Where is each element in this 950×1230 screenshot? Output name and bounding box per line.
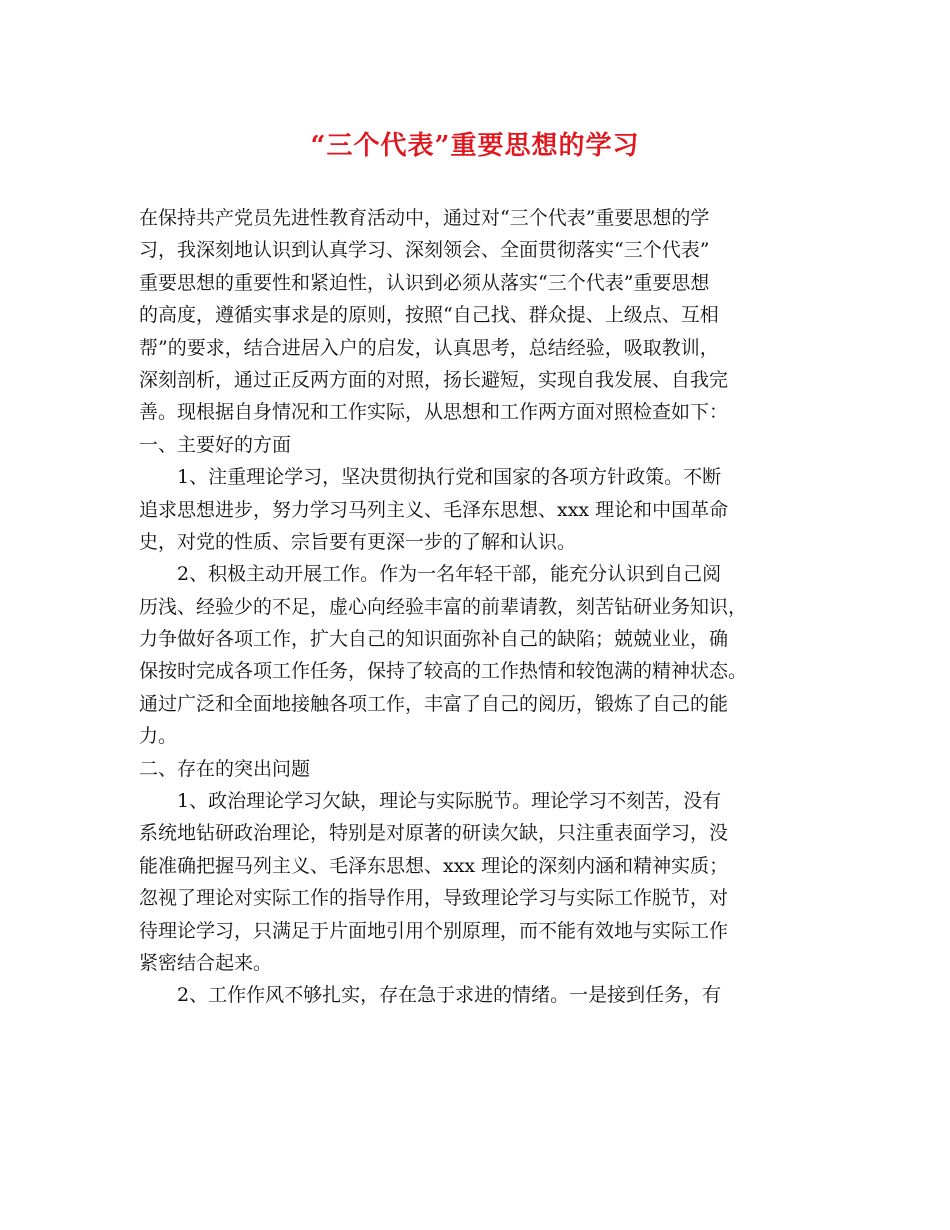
body-line: 深刻剖析，通过正反两方面的对照，扬长避短，实现自我发展、自我完 bbox=[139, 368, 729, 391]
body-line: 习，我深刻地认识到认真学习、深刻领会、全面贯彻落实“三个代表” bbox=[139, 239, 710, 262]
document-body bbox=[139, 202, 819, 1012]
body-line: 善。现根据自身情况和工作实际，从思想和工作两方面对照检查如下： bbox=[139, 401, 729, 424]
body-line: 待理论学习，只满足于片面地引用个别原理，而不能有效地与实际工作 bbox=[139, 919, 729, 942]
body-line: 紧密结合起来。 bbox=[139, 951, 273, 974]
body-line: 2、工作作风不够扎实，存在急于求进的情绪。一是接到任务，有 bbox=[177, 984, 722, 1007]
body-line: 2、积极主动开展工作。作为一名年轻干部，能充分认识到自己阅 bbox=[177, 563, 722, 586]
body-line: 史，对党的性质、宗旨要有更深一步的了解和认识。 bbox=[139, 530, 577, 553]
body-line: 力争做好各项工作，扩大自己的知识面弥补自己的缺陷；兢兢业业，确 bbox=[139, 628, 729, 651]
body-line: 力。 bbox=[139, 725, 178, 748]
body-line: 的高度，遵循实事求是的原则，按照“自己找、群众提、上级点、互相 bbox=[139, 304, 719, 327]
body-line: 通过广泛和全面地接触各项工作，丰富了自己的阅历，锻炼了自己的能 bbox=[139, 692, 729, 715]
body-line: 重要思想的重要性和紧迫性，认识到必须从落实“三个代表”重要思想 bbox=[139, 271, 710, 294]
document-title: “三个代表”重要思想的学习 bbox=[310, 131, 640, 161]
body-line: 1、政治理论学习欠缺，理论与实际脱节。理论学习不刻苦，没有 bbox=[177, 790, 722, 813]
body-line: 一、主要好的方面 bbox=[139, 433, 292, 456]
body-line: 历浅、经验少的不足，虚心向经验丰富的前辈请教，刻苦钻研业务知识， bbox=[139, 595, 748, 618]
body-line: 追求思想进步，努力学习马列主义、毛泽东思想、xxx 理论和中国革命 bbox=[139, 498, 729, 521]
body-line: 帮”的要求，结合进居入户的启发，认真思考，总结经验，吸取教训， bbox=[139, 336, 719, 359]
body-line: 保按时完成各项工作任务，保持了较高的工作热情和较饱满的精神状态。 bbox=[139, 660, 748, 683]
body-line: 忽视了理论对实际工作的指导作用，导致理论学习与实际工作脱节，对 bbox=[139, 887, 729, 910]
body-line: 二、存在的突出问题 bbox=[139, 757, 311, 780]
body-line: 在保持共产党员先进性教育活动中，通过对“三个代表”重要思想的学 bbox=[139, 207, 710, 229]
body-line: 能准确把握马列主义、毛泽东思想、xxx 理论的深刻内涵和精神实质； bbox=[139, 854, 729, 877]
body-line: 1、注重理论学习，坚决贯彻执行党和国家的各项方针政策。不断 bbox=[177, 466, 722, 489]
body-line: 系统地钻研政治理论，特别是对原著的研读欠缺，只注重表面学习，没 bbox=[139, 822, 729, 845]
